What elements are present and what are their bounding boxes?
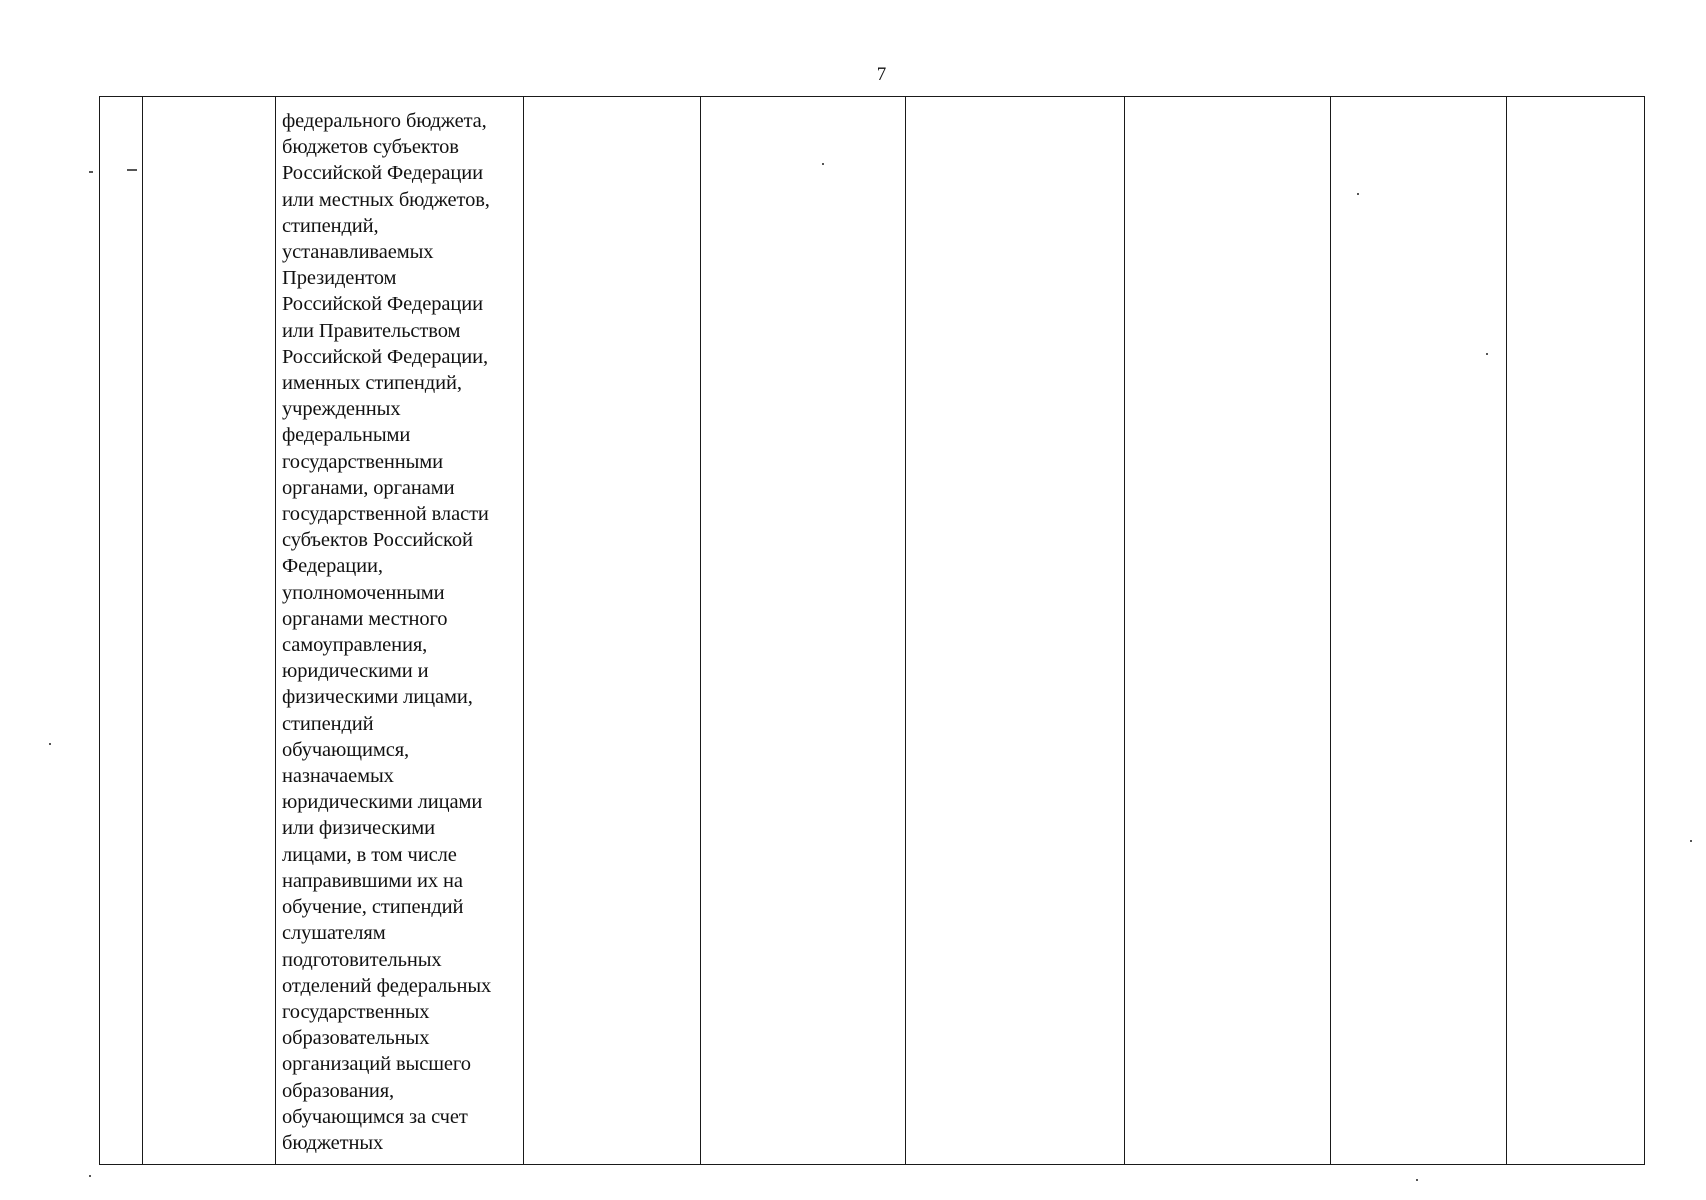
cell-text-line: Президентом: [282, 267, 397, 290]
table-cell-3: [276, 97, 524, 1165]
cell-text-line: направившими их на: [282, 869, 463, 892]
cell-text-line: отделений федеральных: [282, 974, 492, 997]
cell-text-line: бюджетных: [282, 1131, 384, 1154]
cell-text-line: Российской Федерации: [282, 162, 483, 185]
cell-text-line: обучающимся,: [282, 738, 410, 761]
cell-text-line: подготовительных: [282, 948, 442, 971]
cell-text-line: организаций высшего: [282, 1053, 471, 1076]
cell-text-line: органами, органами: [282, 476, 455, 499]
cell-text-line: Российской Федерации,: [282, 345, 488, 368]
cell-text-line: обучение, стипендий: [282, 896, 464, 919]
table-row: [100, 97, 1645, 1165]
cell-text-line: образования,: [282, 1079, 395, 1102]
scan-speck: [49, 743, 51, 745]
scan-speck: [1690, 840, 1692, 842]
cell-text-line: стипендий,: [282, 214, 379, 237]
cell-text-line: обучающимся за счет: [282, 1105, 468, 1128]
table-cell-8: [1331, 97, 1507, 1165]
cell-text-line: государственных: [282, 1000, 430, 1023]
cell-text-line: федеральными: [282, 424, 411, 447]
scan-speck: [822, 163, 824, 165]
scan-speck: [89, 1175, 91, 1177]
cell-text-line: органами местного: [282, 607, 448, 630]
cell-text-line: лицами, в том числе: [282, 843, 457, 866]
cell-text-line: юридическими лицами: [282, 791, 483, 814]
table-cell-2: [143, 97, 276, 1165]
cell-text-line: уполномоченными: [282, 581, 445, 604]
cell-text-line: образовательных: [282, 1027, 430, 1050]
cell-text-line: слушателям: [282, 922, 386, 945]
cell-text-line: учрежденных: [282, 398, 401, 421]
scan-speck: [1486, 353, 1488, 355]
cell-text-line: самоуправления,: [282, 634, 428, 657]
scan-speck: [1357, 193, 1359, 195]
cell-text-line: устанавливаемых: [282, 241, 434, 264]
cell-text-line: федерального бюджета,: [282, 110, 487, 132]
cell-text-line: или физическими: [282, 817, 436, 840]
cell-text-line: физическими лицами,: [282, 686, 473, 709]
cell-text-line: государственной власти: [282, 503, 489, 526]
cell-text-line: государственными: [282, 450, 443, 473]
cell-text-line: именных стипендий,: [282, 372, 462, 395]
table-cell-5: [701, 97, 906, 1165]
cell-text-line: или Правительством: [282, 319, 461, 342]
table-cell-9: [1507, 97, 1645, 1165]
scan-speck: [127, 169, 137, 171]
table-cell-4: [524, 97, 701, 1165]
cell-text-line: юридическими и: [282, 660, 429, 683]
table-cell-7: [1125, 97, 1331, 1165]
cell-text-line: стипендий: [282, 712, 374, 735]
cell-text-line: или местных бюджетов,: [282, 188, 490, 211]
table-cell-1: [100, 97, 143, 1165]
scan-speck: [89, 171, 93, 173]
scan-speck: [1416, 1179, 1418, 1181]
page-number: 7: [876, 64, 887, 85]
cell-text-line: Федерации,: [282, 555, 383, 578]
cell-text-line: Российской Федерации: [282, 293, 483, 316]
cell-text-line: субъектов Российской: [282, 529, 473, 552]
cell-text-line: назначаемых: [282, 765, 394, 788]
cell-text-line: бюджетов субъектов: [282, 136, 459, 159]
document-table: [99, 96, 1645, 1165]
table-cell-6: [906, 97, 1125, 1165]
